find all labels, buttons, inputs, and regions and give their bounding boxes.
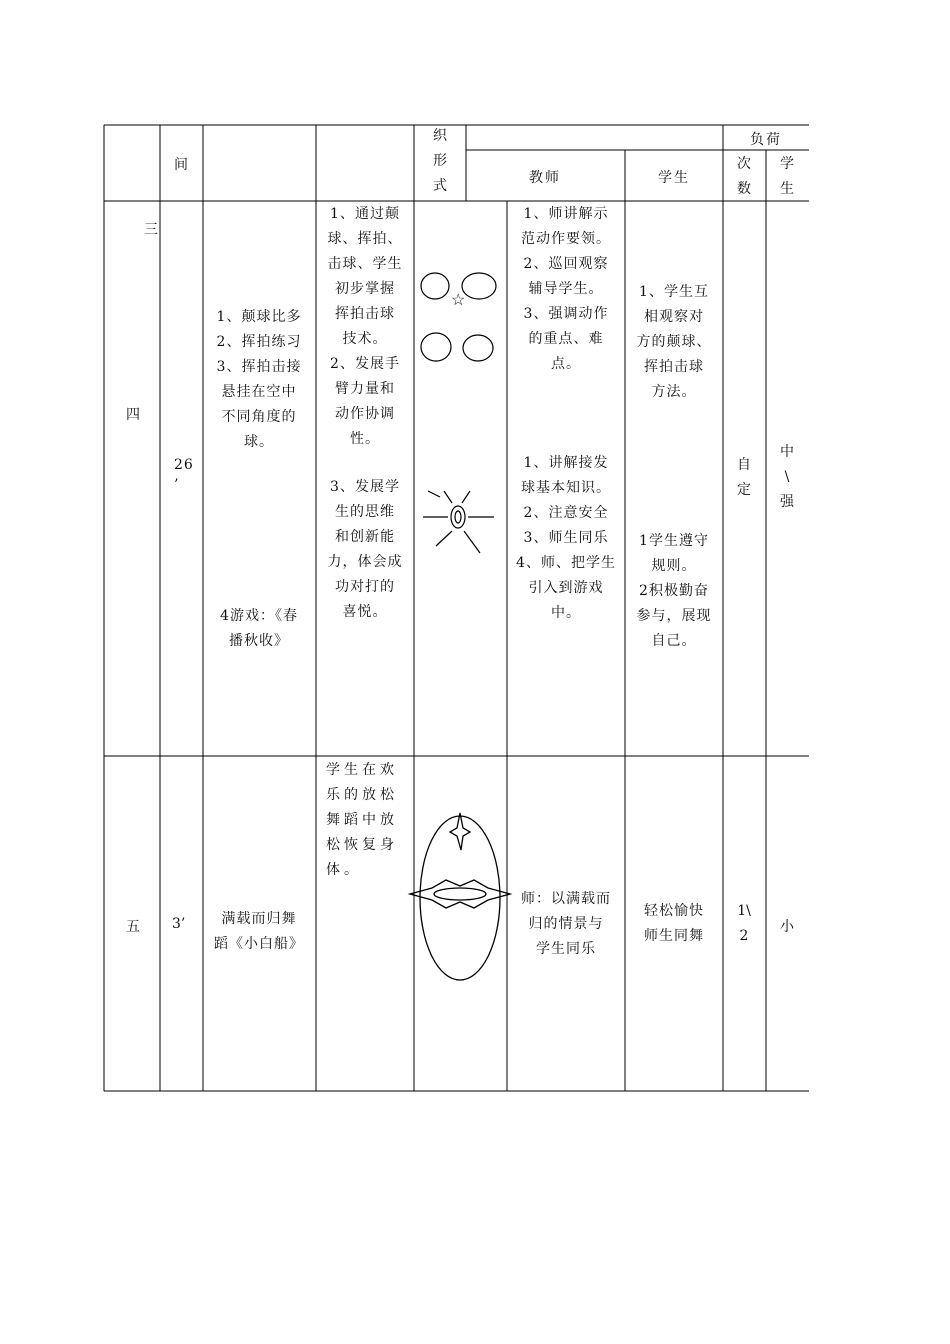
boat-dance-diagram: [404, 800, 516, 990]
formation-circle: [421, 333, 451, 361]
star-icon: [450, 813, 470, 850]
row1-goals-a: 1、通过颠 球、挥拍、 击球、学生 初步掌握 挥拍击球 技术。 2、发展手 臂力量和 动作协调 性。: [327, 206, 403, 447]
row1-student-a: 1、学生互 相观察对 方的颠球、 挥拍击球 方法。: [636, 284, 712, 400]
header-time: 间: [174, 157, 188, 173]
header-student-load: 学 生: [780, 156, 794, 197]
formation-circle: [421, 273, 449, 299]
header-org-form: 织 形 式: [433, 128, 447, 194]
part-five: 五: [126, 919, 140, 935]
formation-diagram-row1: [414, 201, 507, 756]
row1-student-b: 1学生遵守 规则。 2积极勤奋 参与，展现 自己。: [636, 533, 712, 649]
row2-count: 1\ 2: [737, 903, 751, 944]
row2-goals: 学生在欢 乐的放松 舞蹈中放 松恢复身 体。: [326, 762, 398, 878]
row1-content-b: 4游戏：《春 播秋收》: [220, 608, 298, 649]
row2-time: 3’: [172, 916, 186, 932]
circle-formation: [420, 816, 500, 980]
formation-circle: [462, 273, 496, 299]
row2-teacher: 师：以满载而 归的情景与 学生同乐: [521, 891, 611, 957]
row1-goals-b: 3、发展学 生的思维 和创新能 力，体会成 功对打的 喜悦。: [327, 479, 403, 620]
part-four: 四: [126, 407, 140, 423]
row2-student: 轻松愉快 师生同舞: [644, 903, 704, 944]
row1-teacher-b: 1、讲解接发 球基本知识。 2、注意安全 3、师生同乐 4、师、把学生 引入到游戏 中。: [516, 455, 616, 621]
header-load: 负荷: [750, 132, 782, 148]
row1-content-a: 1、颠球比多 2、挥拍练习 3、挥拍击接 悬挂在空中 不同角度的 球。: [216, 309, 302, 450]
boat-icon: [410, 880, 510, 908]
row1-count: 自 定: [737, 457, 751, 498]
row1-teacher-a: 1、师讲解示 范动作要领。 2、巡回观察 辅导学生。 3、强调动作 的重点、难 点。: [521, 206, 611, 372]
part-three: 三: [144, 222, 158, 238]
header-teacher: 教师: [529, 170, 561, 186]
row2-intensity: 小: [780, 919, 794, 935]
row1-intensity: 中 \ 强: [780, 444, 794, 510]
header-student: 学生: [658, 170, 690, 186]
header-count: 次 数: [737, 156, 751, 197]
star-icon: ☆: [451, 290, 466, 309]
center-ball-icon: [451, 506, 465, 528]
row1-time: 26 ’: [174, 457, 194, 493]
row2-content: 满载而归舞 蹈《小白船》: [214, 911, 304, 952]
formation-circle: [463, 335, 493, 361]
